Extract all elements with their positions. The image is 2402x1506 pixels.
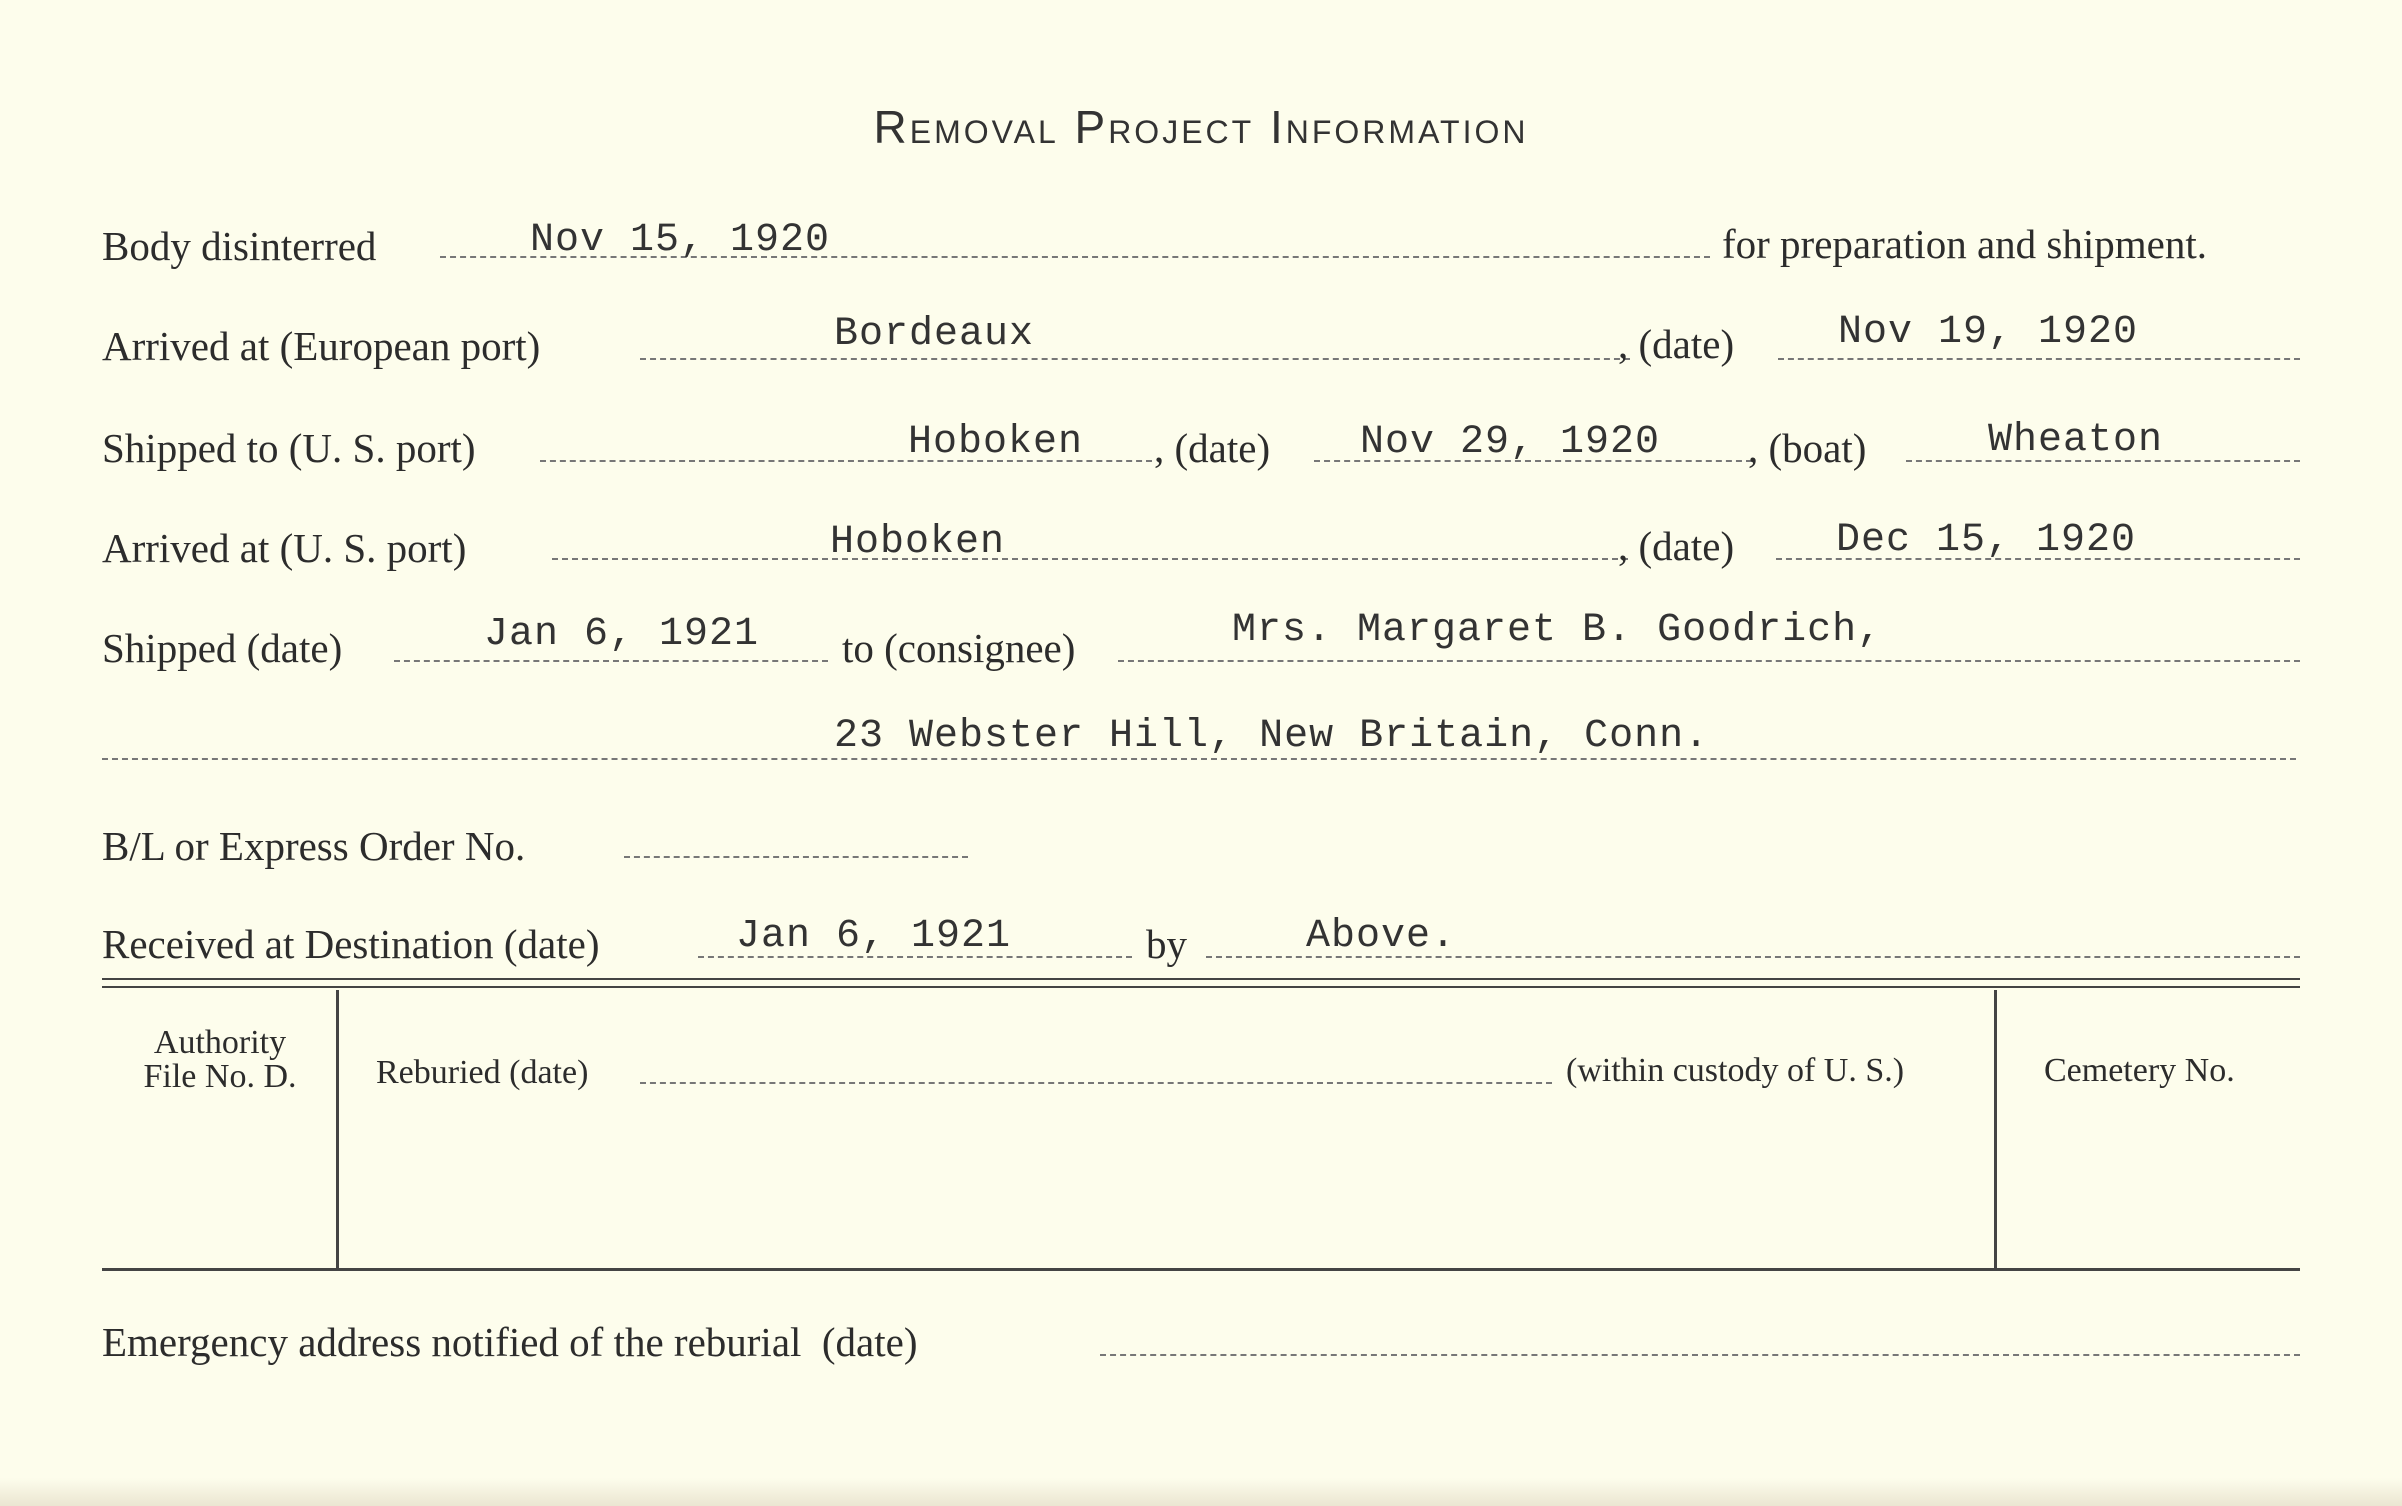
authority-line2: File No. D.	[143, 1058, 297, 1095]
arrived-us-date-label: , (date)	[1618, 523, 1735, 569]
arrived-us-label: Arrived at (U. S. port)	[102, 525, 467, 571]
arrived-europe-port: Bordeaux	[834, 312, 1035, 357]
received-by: Above.	[1306, 914, 1457, 959]
consignee-name: Mrs. Margaret B. Goodrich,	[1232, 608, 1883, 653]
table-divider-right	[1994, 990, 1997, 1268]
authority-line1: Authority	[153, 1024, 287, 1061]
table-divider-left	[336, 990, 339, 1270]
arrived-us-port: Hoboken	[830, 520, 1006, 565]
received-label: Received at Destination (date)	[102, 921, 600, 967]
arrived-europe-date: Nov 19, 1920	[1838, 310, 2139, 355]
emergency-line	[1100, 1354, 2300, 1356]
table-bottom-rule	[102, 1268, 2300, 1271]
shipped-date: Jan 6, 1921	[484, 612, 760, 657]
arrived-europe-label: Arrived at (European port)	[102, 323, 541, 369]
bl-label: B/L or Express Order No.	[102, 823, 526, 869]
disinterred-date: Nov 15, 1920	[530, 218, 831, 263]
arrived-us-date: Dec 15, 1920	[1836, 518, 2137, 563]
arrived-europe-port-line	[640, 358, 1630, 360]
authority-label	[112, 1026, 328, 1094]
shipped-us-boat: Wheaton	[1988, 418, 2164, 463]
shipped-us-port: Hoboken	[908, 420, 1084, 465]
reburied-label: Reburied (date)	[376, 1054, 589, 1091]
table-top-rule	[102, 978, 2300, 980]
card-title: Removal Project Information	[873, 101, 1529, 153]
reburied-line	[640, 1082, 1552, 1084]
consignee-line	[1118, 660, 2300, 662]
disinterred-suffix: for preparation and shipment.	[1722, 221, 2208, 267]
shipped-date-label: Shipped (date)	[102, 625, 343, 671]
arrived-europe-date-label: , (date)	[1618, 321, 1735, 367]
received-by-label: by	[1146, 921, 1187, 967]
consignee-address: 23 Webster Hill, New Britain, Conn.	[834, 714, 1710, 759]
shipped-us-date-label: , (date)	[1154, 425, 1271, 471]
received-date: Jan 6, 1921	[736, 914, 1012, 959]
arrived-us-port-line	[552, 558, 1628, 560]
custody-label: (within custody of U. S.)	[1566, 1052, 1905, 1089]
consignee-label: to (consignee)	[842, 625, 1076, 671]
disinterred-label: Body disinterred	[102, 223, 377, 269]
bl-line	[624, 856, 968, 858]
shipped-us-date: Nov 29, 1920	[1360, 420, 1661, 465]
shipped-date-line	[394, 660, 828, 662]
emergency-label: Emergency address notified of the reburial (date)	[102, 1319, 918, 1365]
shipped-us-boat-label: , (boat)	[1748, 425, 1867, 471]
cemetery-label: Cemetery No.	[2044, 1052, 2235, 1089]
shipped-us-label: Shipped to (U. S. port)	[102, 425, 476, 471]
arrived-europe-date-line	[1778, 358, 2300, 360]
table-top-rule-2	[102, 986, 2300, 988]
